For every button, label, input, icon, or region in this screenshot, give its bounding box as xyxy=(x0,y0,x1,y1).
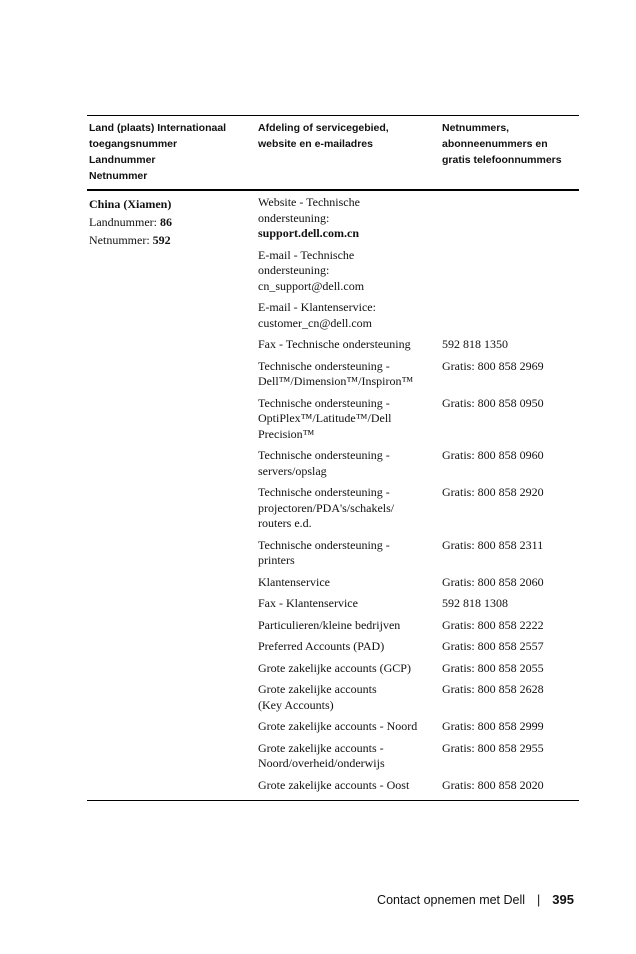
table-row xyxy=(255,596,579,618)
phone-number-cell: Gratis: 800 858 2060 xyxy=(442,574,544,589)
area-code-line xyxy=(89,231,255,249)
department-line: customer_cn@dell.com xyxy=(258,315,373,330)
country-cell xyxy=(87,195,255,800)
header-line: Afdeling of servicegebied, xyxy=(258,122,389,134)
area-code-value: 592 xyxy=(152,233,171,247)
table-row xyxy=(255,741,579,778)
phone-number-cell: Gratis: 800 858 2055 xyxy=(442,660,544,675)
department-cell xyxy=(255,337,440,353)
phone-number-cell: 592 818 1308 xyxy=(442,596,508,610)
department-line: routers e.d. xyxy=(258,516,312,530)
department-line: Grote zakelijke accounts - Oost xyxy=(258,777,410,792)
table-row xyxy=(255,719,579,741)
table-header xyxy=(87,116,579,191)
footer-section-title: Contact opnemen met Dell xyxy=(377,892,526,907)
table-row xyxy=(255,682,579,719)
phone-number-cell xyxy=(440,248,579,295)
header-department xyxy=(255,120,440,184)
department-cell xyxy=(255,538,440,569)
table-row xyxy=(255,618,579,640)
department-line: Fax - Klantenservice xyxy=(258,596,358,610)
phone-number-cell xyxy=(440,195,579,242)
department-cell xyxy=(255,661,440,677)
department-cell xyxy=(255,596,440,612)
department-line: ondersteuning: xyxy=(258,210,330,225)
department-line: Klantenservice xyxy=(258,574,330,589)
table-row xyxy=(255,778,579,801)
phone-number-cell: Gratis: 800 858 2557 xyxy=(442,639,544,653)
department-line: Technische ondersteuning - xyxy=(258,448,390,462)
department-line: E-mail - Klantenservice: xyxy=(258,300,376,314)
header-numbers xyxy=(440,120,579,184)
department-line: servers/opslag xyxy=(258,463,327,478)
department-cell xyxy=(255,639,440,655)
department-line: ondersteuning: xyxy=(258,263,330,277)
phone-number-cell xyxy=(440,300,579,331)
table-row xyxy=(255,396,579,449)
table-row xyxy=(255,485,579,538)
department-line: E-mail - Technische xyxy=(258,247,355,262)
header-line: abonneenummers en xyxy=(442,138,548,150)
phone-number-cell: Gratis: 800 858 2628 xyxy=(442,682,544,696)
phone-number-cell: 592 818 1350 xyxy=(442,337,508,351)
phone-number-cell: Gratis: 800 858 0950 xyxy=(442,395,544,410)
department-cell xyxy=(255,359,440,390)
header-line: toegangsnummer xyxy=(89,138,178,150)
department-cell xyxy=(255,575,440,591)
phone-number-cell: Gratis: 800 858 0960 xyxy=(442,448,544,462)
department-line: Grote zakelijke accounts - Noord xyxy=(258,719,418,733)
website-link[interactable]: support.dell.com.cn xyxy=(258,226,360,240)
page-footer xyxy=(377,892,574,907)
department-cell xyxy=(255,485,440,532)
department-line: Technische ondersteuning - xyxy=(258,485,390,499)
phone-number-cell: Gratis: 800 858 2020 xyxy=(442,777,544,792)
table-row xyxy=(255,661,579,683)
department-line: Preferred Accounts (PAD) xyxy=(258,639,385,653)
department-line: Technische ondersteuning - xyxy=(258,358,390,373)
table-body xyxy=(87,191,579,801)
service-rows xyxy=(255,195,579,800)
department-cell xyxy=(255,778,440,794)
department-cell xyxy=(255,682,440,713)
department-line: cn_support@dell.com xyxy=(258,278,365,293)
department-cell xyxy=(255,300,440,331)
country-code-line xyxy=(89,213,255,231)
table-row xyxy=(255,639,579,661)
header-line: Netnummer xyxy=(89,170,148,182)
department-line: Noord/overheid/onderwijs xyxy=(258,756,385,770)
department-cell xyxy=(255,719,440,735)
country-name: China (Xiamen) xyxy=(89,197,172,211)
department-line: Technische ondersteuning - xyxy=(258,395,390,410)
department-line: Fax - Technische ondersteuning xyxy=(258,337,411,351)
table-row xyxy=(255,337,579,359)
country-code-label: Landnummer: xyxy=(89,215,160,229)
header-line: Landnummer xyxy=(89,154,156,166)
phone-number-cell: Gratis: 800 858 2920 xyxy=(442,485,544,499)
header-line: website en e-mailadres xyxy=(258,138,373,150)
department-cell xyxy=(255,396,440,443)
header-line: gratis telefoonnummers xyxy=(442,154,562,166)
footer-separator: | xyxy=(537,892,541,907)
department-line: printers xyxy=(258,553,295,567)
department-line: Grote zakelijke accounts - xyxy=(258,740,384,755)
contact-table xyxy=(87,115,579,801)
department-cell xyxy=(255,448,440,479)
department-line: Technische ondersteuning - xyxy=(258,537,390,552)
header-line: Netnummers, xyxy=(442,122,510,134)
table-row xyxy=(255,575,579,597)
department-line: Dell™/Dimension™/Inspiron™ xyxy=(258,374,414,388)
department-cell xyxy=(255,195,440,242)
department-line: Particulieren/kleine bedrijven xyxy=(258,617,401,632)
header-line: Land (plaats) Internationaal xyxy=(89,122,227,134)
table-row xyxy=(255,538,579,575)
phone-number-cell: Gratis: 800 858 2969 xyxy=(442,358,544,373)
table-row xyxy=(255,195,579,248)
department-line: Precision™ xyxy=(258,426,315,441)
table-row xyxy=(255,359,579,396)
department-cell xyxy=(255,248,440,295)
department-cell xyxy=(255,741,440,772)
department-cell xyxy=(255,618,440,634)
department-line: projectoren/PDA's/schakels/ xyxy=(258,500,395,515)
phone-number-cell: Gratis: 800 858 2955 xyxy=(442,740,544,755)
department-line: Grote zakelijke accounts (GCP) xyxy=(258,660,411,675)
country-code-value: 86 xyxy=(159,215,172,229)
table-row xyxy=(255,300,579,337)
department-line: Grote zakelijke accounts xyxy=(258,682,377,696)
page-number: 395 xyxy=(552,892,574,907)
phone-number-cell: Gratis: 800 858 2222 xyxy=(442,617,544,632)
department-line: (Key Accounts) xyxy=(258,697,334,712)
area-code-label: Netnummer: xyxy=(89,233,153,247)
table-row xyxy=(255,448,579,485)
table-row xyxy=(255,248,579,301)
department-line: OptiPlex™/Latitude™/Dell xyxy=(258,411,392,425)
header-country xyxy=(87,120,255,184)
department-line: Website - Technische xyxy=(258,195,360,209)
phone-number-cell: Gratis: 800 858 2311 xyxy=(442,537,544,552)
phone-number-cell: Gratis: 800 858 2999 xyxy=(442,719,544,733)
